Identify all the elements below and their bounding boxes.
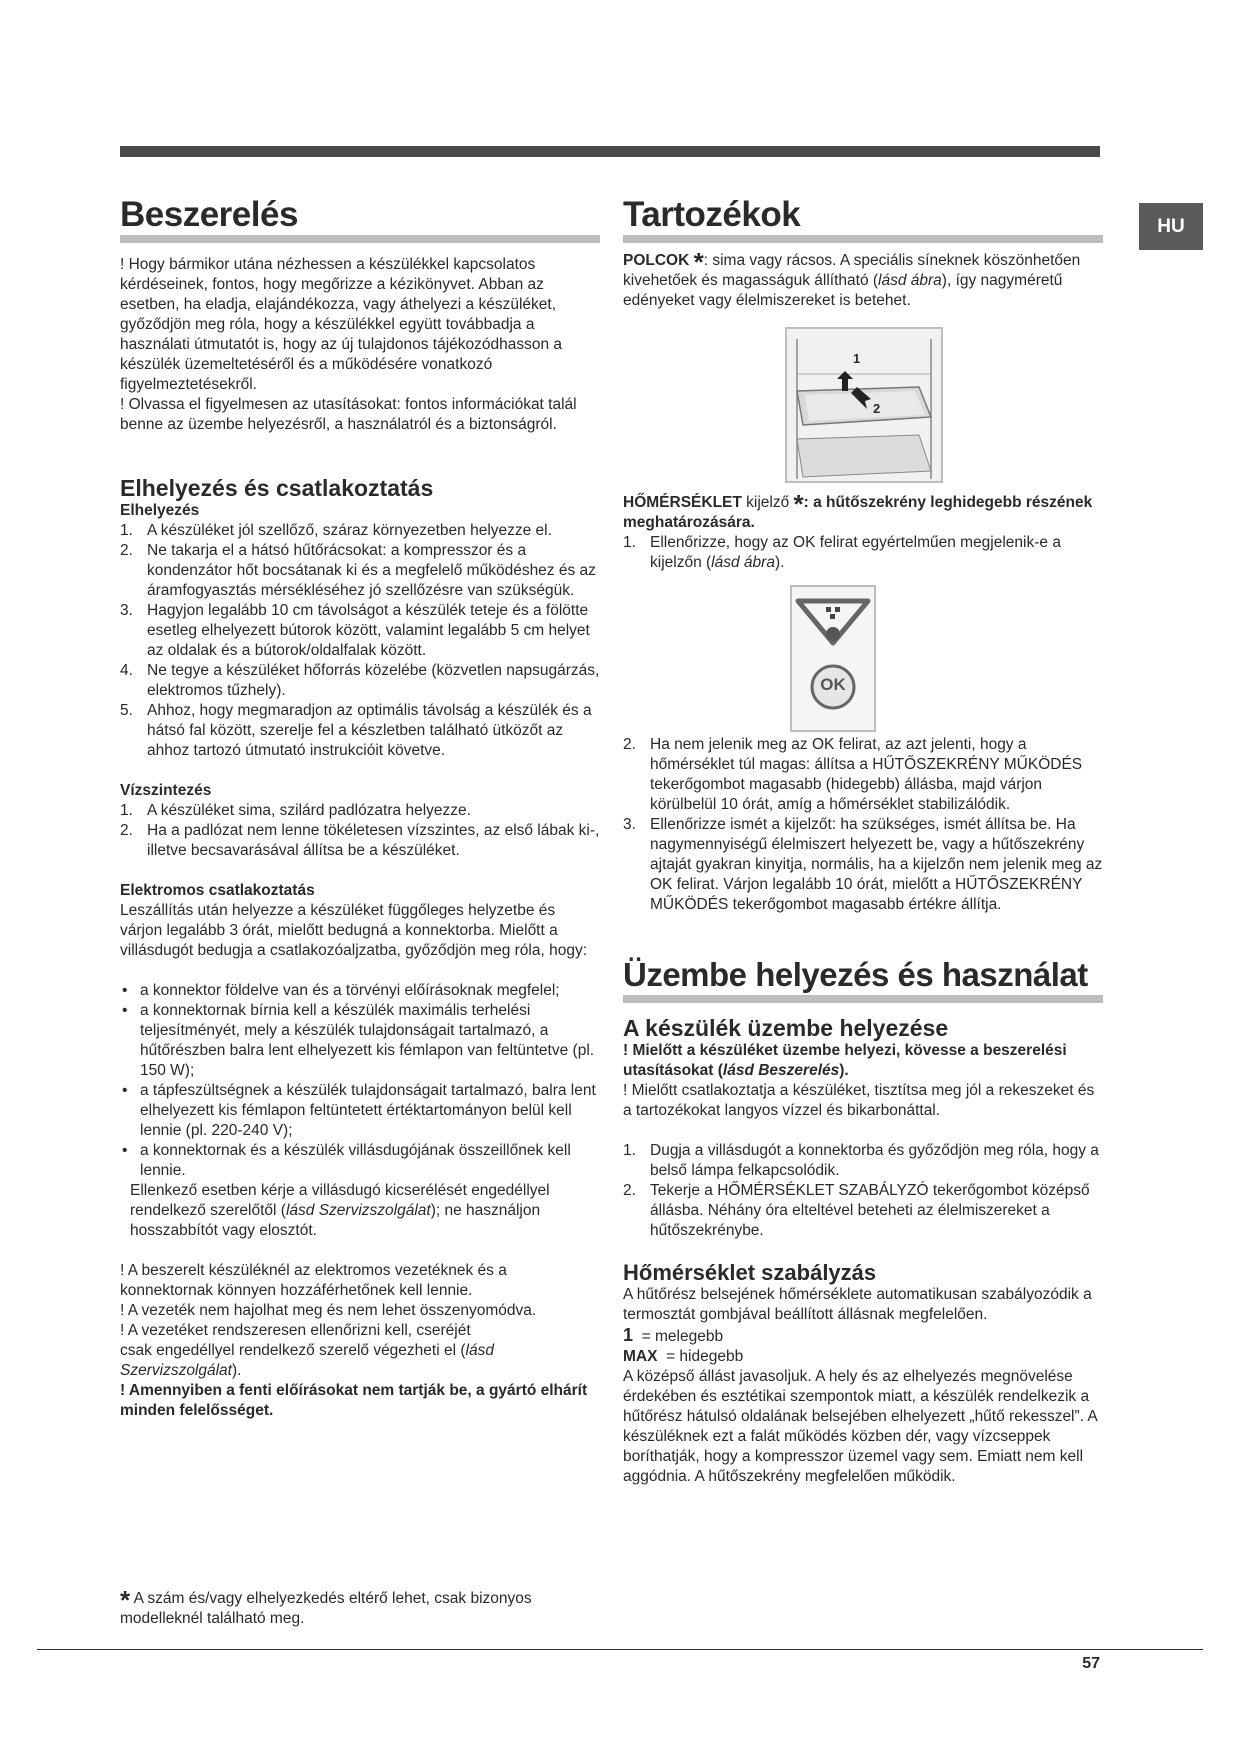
list-item: 2. Ha nem jelenik meg az OK felirat, az azt jelenti, hogy a hőmérséklet túl magas: állítsa a HŰTŐSZEKRÉNY MŰKÖDÉS tekerőgombot magasabb (hidegebb) állásba, majd várjon körülbelül 10 órát, amíg a hőmérséklet stabilizálódik. bbox=[623, 736, 1083, 813]
shelves-paragraph: POLCOK *: sima vagy rácsos. A speciális síneknek köszönhetően kivehetőek és magasságuk állítható (lásd ábra), így nagyméretű edényeket vagy élelmiszereket is betehet. bbox=[623, 247, 1081, 309]
warning-1: ! A beszerelt készüléknél az elektromos vezetéknek és a konnektornak könnyen hozzáférhetőnek kell lennie. bbox=[120, 1262, 507, 1299]
shelf-label-1: 1 bbox=[853, 351, 861, 366]
list-item: 2. Ne takarja el a hátsó hűtőrácsokat: a kompresszor és a kondenzátor hőt bocsátanak ki és a megfelelő működéshez és az áramfogyasztás mérsékléséhez jó szellőzésre van szükségük. bbox=[120, 542, 596, 599]
leveling-list bbox=[120, 801, 600, 861]
ok-indicator-illustration bbox=[790, 585, 876, 732]
shelf-illustration bbox=[785, 327, 943, 483]
language-tab: HU bbox=[1139, 203, 1203, 250]
startup-title: A készülék üzembe helyezése bbox=[623, 1015, 949, 1041]
list-item: 3. Ellenőrizze ismét a kijelzőt: ha szükséges, ismét állítsa be. Ha nagymennyiségű élelmiszert helyezett be, vagy a hűtőszekrény ajtaját gyakran kinyitja, normális, ha a kijelzőn nem jelenik meg az OK felirat. Várjon legalább 10 órát, mielőtt a HŰTŐSZEKRÉNY MŰKÖDÉS tekerőgombot magasabb értékre állítja. bbox=[623, 816, 1103, 913]
list-item: 4. Ne tegye a készüléket hőforrás közelébe (közvetlen napsugárzás, elektromos tűzhely). bbox=[120, 662, 600, 699]
regulation-paragraph-2: A középső állást javasoljuk. A hely és az elhelyezés megnövelése érdekében és esztétikai szempontok miatt, a készülék rendelkezik a hűtőrész hátulsó oldalának belsejében elhelyezett „hűtő rekesszel”. A készüléknek ezt a falát működés közben dér, vagy vízcseppek boríthatják, hogy a kompresszor üzemel vagy sem. Emiatt nem kell aggódnia. A hűtőszekrény megfelelően működik. bbox=[623, 1368, 1097, 1485]
otherwise-paragraph: Ellenkező esetben kérje a villásdugó kicserélését engedéllyel rendelkező szerelőtől (lásd Szervizszolgálat); ne használjon hosszabbítót vagy elosztót. bbox=[130, 1182, 550, 1239]
accessories-title: Tartozékok bbox=[623, 195, 1103, 243]
regulation-paragraph: A hűtőrész belsejének hőmérséklete automatikusan szabályozódik a termosztát gombjával beállított állásnak megfelelően. bbox=[623, 1286, 1092, 1323]
footnote: * A szám és/vagy elhelyezkedés eltérő lehet, csak bizonyos modelleknél található meg. bbox=[120, 1585, 532, 1627]
temperature-continued bbox=[623, 735, 1103, 1487]
list-item: 3. Hagyjon legalább 10 cm távolságot a készülék teteje és a fölötte esetleg elhelyezett bútorok között, valamint legalább 5 cm helyet az oldalak és a bútorok/oldalfalak között. bbox=[120, 602, 590, 659]
placement-title: Elhelyezés és csatlakoztatás bbox=[120, 475, 434, 501]
temperature-list-1 bbox=[623, 533, 1103, 573]
temperature-list-2 bbox=[623, 735, 1103, 915]
list-item: • a konnektor földelve van és a törvényi előírásoknak megfelel; bbox=[122, 982, 560, 999]
placement-list bbox=[120, 521, 600, 761]
warning-4: csak engedéllyel rendelkező szerelő végezheti el (lásd Szervizszolgálat). bbox=[120, 1342, 494, 1379]
regulation-setting-1: 1 = melegebb bbox=[623, 1325, 724, 1345]
right-column bbox=[623, 195, 1103, 311]
page-number: 57 bbox=[1082, 1655, 1100, 1672]
regulation-title: Hőmérséklet szabályzás bbox=[623, 1260, 877, 1285]
startup-warning: ! Mielőtt a készüléket üzembe helyezi, kövesse a beszerelési utasításokat (lásd Beszerelés). bbox=[623, 1042, 1067, 1079]
top-rule bbox=[120, 146, 1100, 157]
electric-subtitle: Elektromos csatlakoztatás bbox=[120, 882, 315, 899]
list-item: • a tápfeszültségnek a készülék tulajdonságait tartalmazó, balra lent elhelyezett kis fémlapon feltüntetett értéktartományon belül kell lennie (pl. 220-240 V); bbox=[122, 1082, 596, 1139]
ok-label: OK bbox=[820, 675, 846, 694]
list-item: 5. Ahhoz, hogy megmaradjon az optimális távolság a készülék és a hátsó fal között, szerelje fel a készletben található ütközőt az ahhoz tartozó útmutató instrukcióit követve. bbox=[120, 702, 592, 759]
installation-title: Beszerelés bbox=[120, 195, 600, 243]
bottom-rule bbox=[37, 1649, 1203, 1650]
warning-3: ! A vezetéket rendszeresen ellenőrizni kell, cseréjét bbox=[120, 1322, 471, 1339]
placement-subtitle: Elhelyezés bbox=[120, 502, 200, 519]
left-column bbox=[120, 195, 600, 1421]
list-item: • a konnektornak bírnia kell a készülék maximális terhelési teljesítményét, mely a készülék tulajdonságait tartalmazó, a hűtőrészben balra lent elhelyezett kis fémlapon van feltüntetve (pl. 150 W); bbox=[122, 1002, 595, 1079]
temperature-section bbox=[623, 489, 1103, 573]
list-item: • a konnektornak és a készülék villásdugójának összeillőnek kell lennie. bbox=[122, 1142, 571, 1179]
temperature-heading: HŐMÉRSÉKLET kijelző *: a hűtőszekrény leghidegebb részének meghatározására. bbox=[623, 489, 1093, 531]
warning-2: ! A vezeték nem hajolhat meg és nem lehet összenyomódva. bbox=[120, 1302, 537, 1319]
leveling-subtitle: Vízszintezés bbox=[120, 782, 212, 799]
list-item: 1. A készüléket jól szellőző, száraz környezetben helyezze el. bbox=[120, 522, 552, 539]
list-item: 2. Tekerje a HŐMÉRSÉKLET SZABÁLYZÓ tekerőgombot középső állásba. Néhány óra elteltével beteheti az élelmiszereket a hűtőszekrénybe. bbox=[623, 1182, 1090, 1239]
list-item: 1. Dugja a villásdugót a konnektorba és győződjön meg róla, hogy a belső lámpa felkapcsolódik. bbox=[623, 1142, 1099, 1179]
warning-5: ! Amennyiben a fenti előírásokat nem tartják be, a gyártó elhárít minden felelősséget. bbox=[120, 1382, 588, 1419]
startup-list bbox=[623, 1141, 1103, 1241]
intro-paragraph-2: ! Olvassa el figyelmesen az utasításokat: fontos információkat talál benne az üzembe helyezésről, a használatról és a biztonságról. bbox=[120, 396, 577, 433]
list-item: 1. A készüléket sima, szilárd padlózatra helyezze. bbox=[120, 802, 471, 819]
startup-paragraph: ! Mielőtt csatlakoztatja a készüléket, tisztítsa meg jól a rekeszeket és a tartozékokat langyos vízzel és bikarbonáttal. bbox=[623, 1082, 1095, 1119]
electric-paragraph: Leszállítás után helyezze a készüléket függőleges helyzetbe és várjon legalább 3 órát, mielőtt bedugná a konnektorba. Mielőtt a villásdugót bedugja a csatlakozóaljzatba, győződjön meg róla, hogy: bbox=[120, 902, 588, 959]
electric-bullets bbox=[120, 981, 600, 1181]
list-item: 1. Ellenőrizze, hogy az OK felirat egyértelműen megjelenik-e a kijelzőn (lásd ábra). bbox=[623, 534, 1061, 571]
intro-paragraph-1: ! Hogy bármikor utána nézhessen a készülékkel kapcsolatos kérdéseinek, fontos, hogy megőrizze a kézikönyvet. Abban az esetben, ha eladja, elajándékozza, vagy áthelyezi a készüléket, győződjön meg róla, hogy a készülékkel együtt továbbadja a használati útmutatót is, hogy az új tulajdonos tájékozódhasson a készülék üzemeltetéséről és a működésére vonatkozó figyelmeztetésekről. bbox=[120, 256, 563, 393]
list-item: 2. Ha a padlózat nem lenne tökéletesen vízszintes, az első lábak ki-, illetve becsavarásával állítsa be a készüléket. bbox=[120, 822, 600, 859]
use-title: Üzembe helyezés és használat bbox=[623, 955, 1103, 1003]
regulation-setting-max: MAX = hidegebb bbox=[623, 1348, 744, 1365]
shelf-label-2: 2 bbox=[873, 401, 881, 416]
